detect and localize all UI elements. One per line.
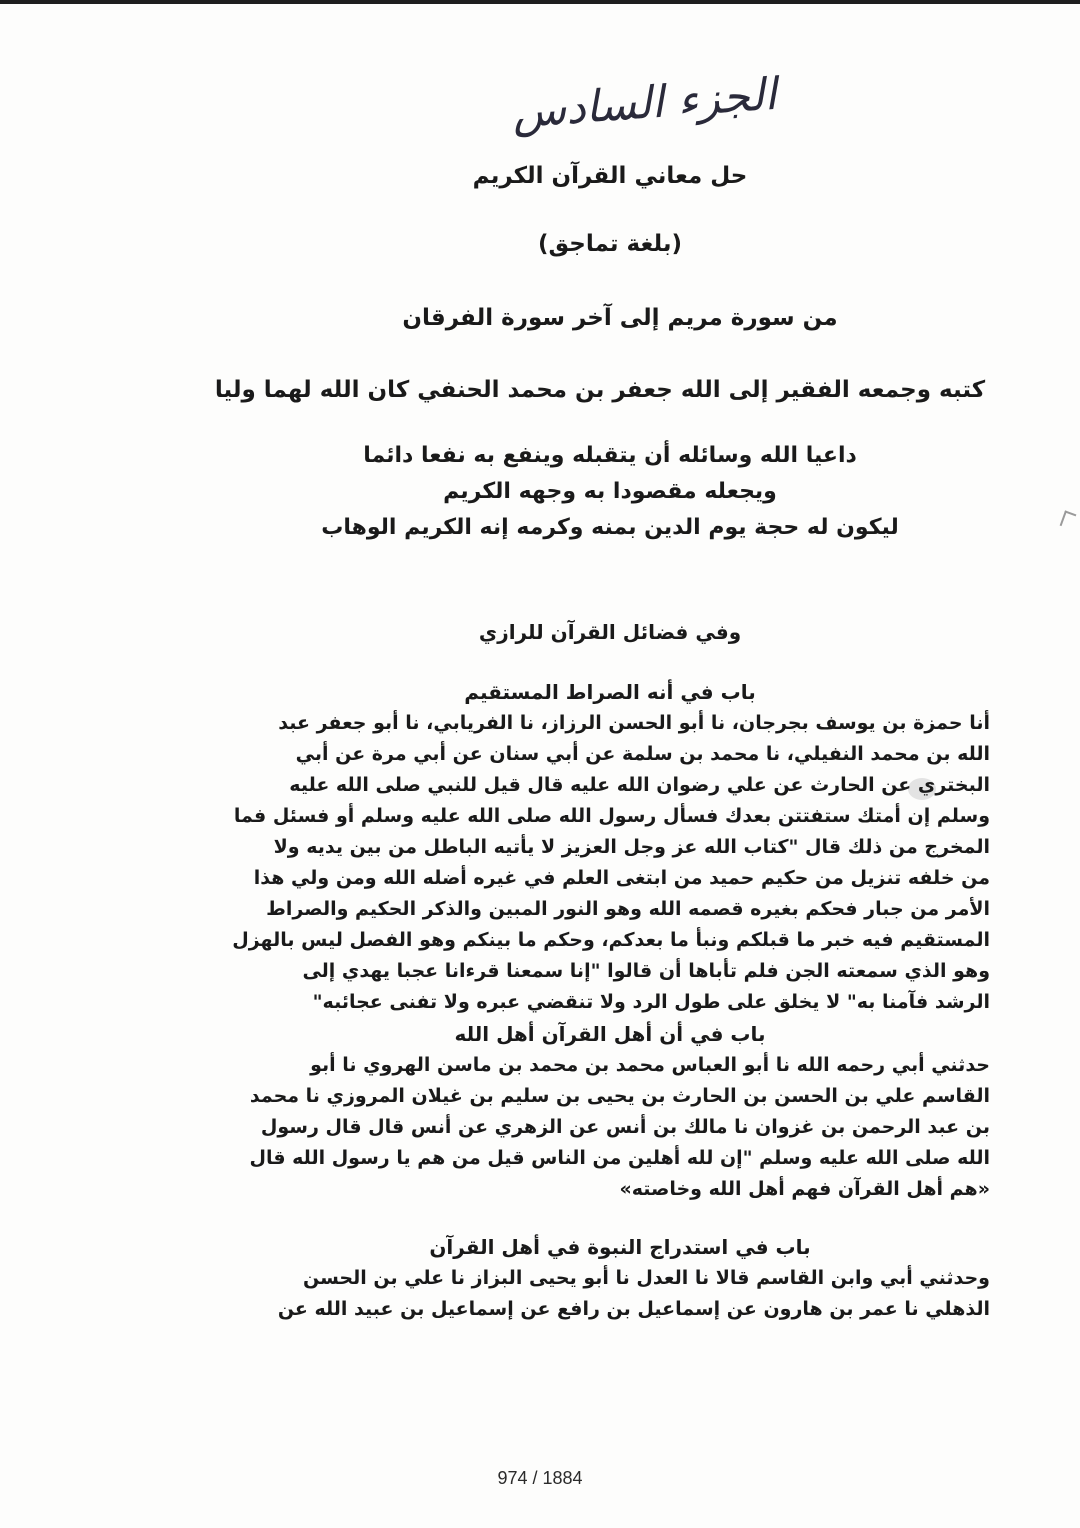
text-line: وحدثني أبي وابن القاسم قالا نا العدل نا أبو يحيى البزاز نا علي بن الحسن xyxy=(302,1267,990,1289)
book-title: حل معاني القرآن الكريم xyxy=(472,163,748,189)
text-line: البختري عن الحارث عن علي رضوان الله عليه قال قيل للنبي صلى الله عليه xyxy=(289,774,990,796)
text-line: من خلفه تنزيل من حكيم حميد من ابتغى العلم في غيره أضله الله ومن ولي هذا xyxy=(253,867,990,889)
language-subtitle: (بلغة تماجق) xyxy=(538,231,682,257)
dua-line: داعيا الله وسائله أن يتقبله وينفع به نفعا دائما xyxy=(363,443,857,468)
handwritten-volume-title: الجزء السادس xyxy=(510,68,779,139)
text-line: القاسم علي بن الحسن بن الحارث بن يحيى بن سليم بن غيلان المروزي نا محمد xyxy=(249,1085,990,1107)
text-line: الرشد فآمنا به" لا يخلق على طول الرد ولا تنقضي عبره ولا تفنى عجائبه" xyxy=(312,991,990,1013)
text-line: حدثني أبي رحمه الله نا أبو العباس محمد بن محمد بن ماسن الهروي نا أبو xyxy=(310,1054,990,1076)
text-line: وهو الذي سمعته الجن فلم تأباها أن قالوا "إنا سمعنا قرءانا عجبا يهدي إلى xyxy=(302,960,990,982)
scan-top-edge xyxy=(0,0,1080,4)
dua-line: ليكون له حجة يوم الدين بمنه وكرمه إنه الكريم الوهاب xyxy=(321,515,899,540)
page-number: 974 / 1884 xyxy=(497,1468,583,1488)
text-line: المخرج من ذلك قال "كتاب الله عز وجل العزيز لا يأتيه الباطل من بين يديه ولا xyxy=(273,836,990,858)
author-line: كتبه وجمعه الفقير إلى الله جعفر بن محمد الحنفي كان الله لهما وليا xyxy=(214,377,986,403)
text-line: وسلم إن أمتك ستفتتن بعدك فسأل رسول الله صلى الله عليه وسلم أو فسئل فما xyxy=(233,805,990,827)
dua-line: ويجعله مقصودا به وجهه الكريم xyxy=(443,479,777,504)
scan-edge-mark xyxy=(1060,510,1077,529)
section-heading: وفي فضائل القرآن للرازي xyxy=(478,620,742,644)
chapter-text xyxy=(190,708,990,1018)
text-line: الذهلي نا عمر بن هارون عن إسماعيل بن رافع عن إسماعيل بن عبيد الله عن xyxy=(277,1298,990,1320)
dua-block xyxy=(250,438,970,546)
surah-range: من سورة مريم إلى آخر سورة الفرقان xyxy=(402,305,838,331)
chapter-heading: باب في أن أهل القرآن أهل الله xyxy=(454,1022,766,1046)
text-line: المستقيم فيه خبر ما قبلكم ونبأ ما بعدكم، وحكم ما بينكم وهو الفصل ليس بالهزل xyxy=(232,929,990,951)
chapter-heading: باب في استدراج النبوة في أهل القرآن xyxy=(429,1235,811,1259)
chapter-heading: باب في أنه الصراط المستقيم xyxy=(464,680,756,704)
text-line: أنا حمزة بن يوسف بجرجان، نا أبو الحسن الرزاز، نا الفريابي، نا أبو جعفر عبد xyxy=(278,712,990,734)
text-line: بن عبد الرحمن بن غزوان نا مالك بن أنس عن الزهري عن أنس قال قال رسول xyxy=(260,1116,990,1138)
text-line: «هم أهل القرآن فهم أهل الله وخاصته» xyxy=(619,1178,990,1200)
chapter-text xyxy=(190,1263,990,1325)
text-line: الأمر من جبار فحكم بغيره قصمه الله وهو النور المبين والذكر الحكيم والصراط xyxy=(266,898,990,920)
text-line: الله بن محمد النفيلي، نا محمد بن سلمة عن أبي سنان عن أبي مرة عن أبي xyxy=(295,743,990,765)
text-line: الله صلى الله عليه وسلم "إن لله أهلين من الناس قيل من هم يا رسول الله قال xyxy=(249,1147,990,1169)
chapter-text xyxy=(190,1050,990,1205)
page-content xyxy=(190,60,990,1325)
